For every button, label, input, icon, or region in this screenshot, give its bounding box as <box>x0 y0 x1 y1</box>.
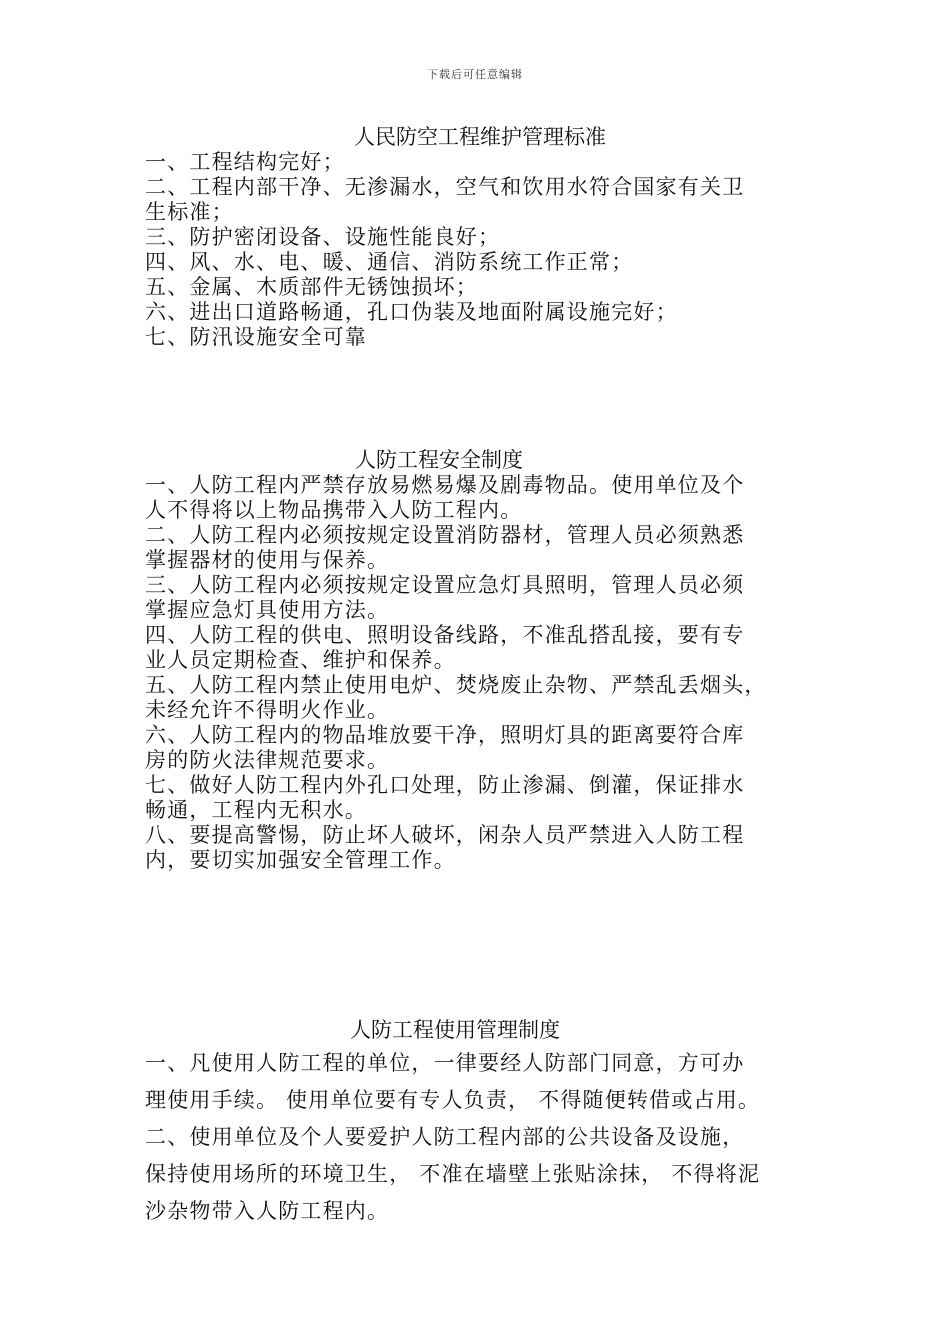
section-title: 人防工程使用管理制度 <box>350 1018 560 1042</box>
list-item: 掌握器材的使用与保养。 <box>145 548 390 572</box>
section-maintenance-standard <box>145 124 815 350</box>
list-item: 八、要提高警惕，防止坏人破坏，闲杂人员严禁进入人防工程 <box>145 823 745 847</box>
list-item: 三、防护密闭设备、设施性能良好； <box>145 225 501 249</box>
list-item: 一、人防工程内严禁存放易燃易爆及剧毒物品。使用单位及个 <box>145 473 745 497</box>
list-item: 四、风、水、电、暖、通信、消防系统工作正常； <box>145 250 634 274</box>
list-item: 房的防火法律规范要求。 <box>145 748 390 772</box>
list-item: 一、工程结构完好； <box>145 150 345 174</box>
list-item: 理使用手续。 使用单位要有专人负责， 不得随便转借或占用。 <box>145 1088 761 1112</box>
list-item: 掌握应急灯具使用方法。 <box>145 598 390 622</box>
list-item: 五、金属、木质部件无锈蚀损坏； <box>145 275 478 299</box>
section-title: 人防工程安全制度 <box>355 448 523 472</box>
list-item: 畅通，工程内无积水。 <box>145 798 367 822</box>
list-item: 二、人防工程内必须按规定设置消防器材，管理人员必须熟悉 <box>145 523 745 547</box>
list-item: 沙杂物带入人防工程内。 <box>145 1199 390 1223</box>
list-item: 保持使用场所的环境卫生， 不准在墙壁上张贴涂抹， 不得将泥 <box>145 1162 761 1186</box>
list-item: 三、人防工程内必须按规定设置应急灯具照明，管理人员必须 <box>145 573 745 597</box>
section-safety-rules <box>145 447 815 873</box>
section-usage-management <box>145 1017 815 1230</box>
list-item: 内，要切实加强安全管理工作。 <box>145 848 456 872</box>
section-title: 人民防空工程维护管理标准 <box>354 125 606 149</box>
list-item: 六、人防工程内的物品堆放要干净，照明灯具的距离要符合库 <box>145 723 745 747</box>
list-item: 生标准； <box>145 200 234 224</box>
list-item: 二、使用单位及个人要爱护人防工程内部的公共设备及设施， <box>145 1125 745 1149</box>
list-item: 二、工程内部干净、无渗漏水，空气和饮用水符合国家有关卫 <box>145 175 745 199</box>
list-item: 业人员定期检查、维护和保养。 <box>145 648 456 672</box>
header-note: 下载后可任意编辑 <box>427 68 523 81</box>
list-item: 人不得将以上物品携带入人防工程内。 <box>145 498 523 522</box>
list-item: 一、凡使用人防工程的单位，一律要经人防部门同意，方可办 <box>145 1051 745 1075</box>
list-item: 七、防汛设施安全可靠 <box>145 325 367 349</box>
list-item: 七、做好人防工程内外孔口处理，防止渗漏、倒灌，保证排水 <box>145 773 745 797</box>
list-item: 五、人防工程内禁止使用电炉、焚烧废止杂物、严禁乱丢烟头， <box>145 673 767 697</box>
list-item: 六、进出口道路畅通，孔口伪装及地面附属设施完好； <box>145 300 678 324</box>
list-item: 未经允许不得明火作业。 <box>145 698 390 722</box>
list-item: 四、人防工程的供电、照明设备线路，不准乱搭乱接，要有专 <box>145 623 745 647</box>
